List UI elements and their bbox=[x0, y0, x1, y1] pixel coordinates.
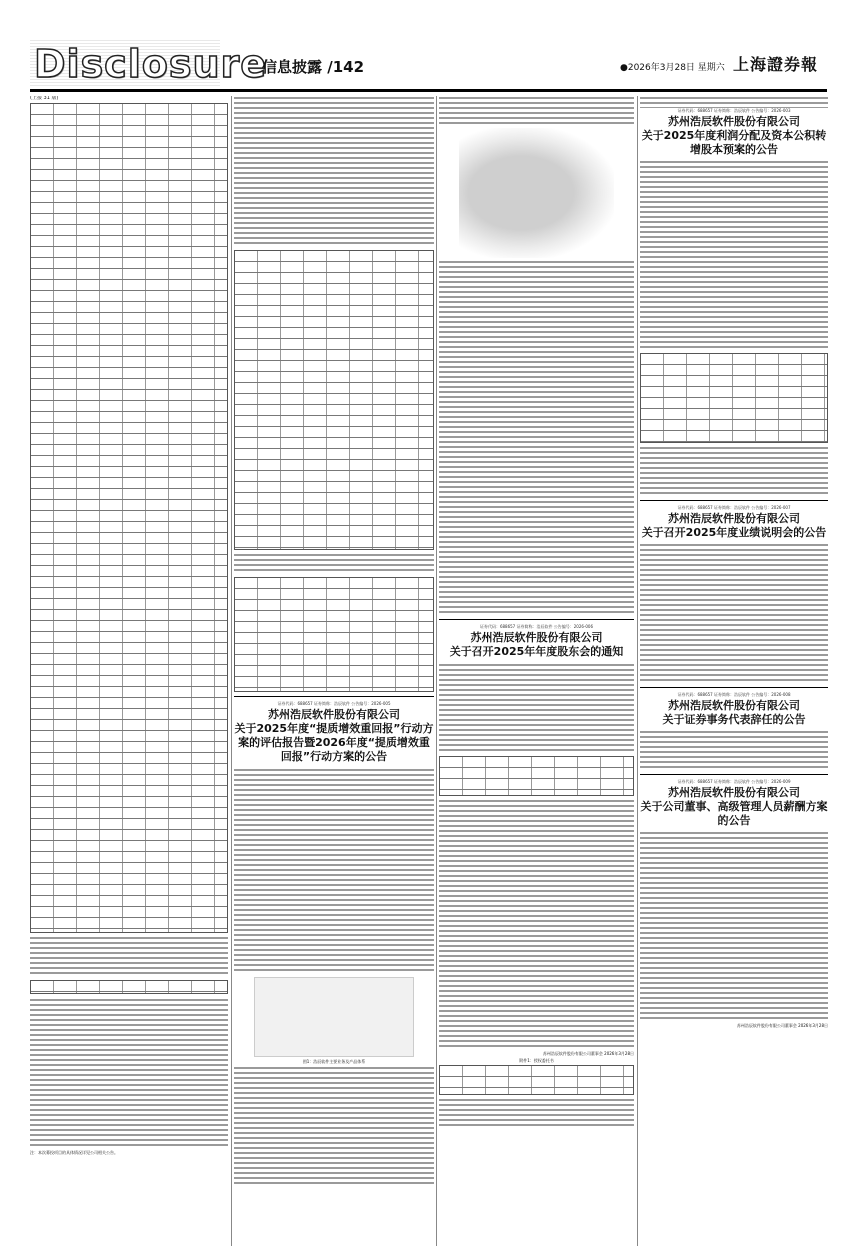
body-text bbox=[30, 998, 228, 1148]
body-text bbox=[640, 831, 828, 1021]
body-text bbox=[439, 799, 634, 1049]
body-text bbox=[439, 1098, 634, 1128]
proposals-table bbox=[439, 756, 634, 796]
proxy-table bbox=[439, 1065, 634, 1095]
table-continued-label: (上接 31 版) bbox=[30, 96, 59, 101]
notice-title: 关于证券事务代表辞任的公告 bbox=[662, 713, 806, 726]
column-rule bbox=[231, 96, 232, 1246]
notice-code: 证券代码：688657 证券简称：浩辰软件 公告编号：2026-009 bbox=[677, 779, 791, 784]
body-text bbox=[640, 160, 828, 350]
body-text bbox=[234, 768, 434, 973]
notice-code: 证券代码：688657 证券简称：浩辰软件 公告编号：2026-008 bbox=[677, 692, 791, 697]
table-notes bbox=[30, 936, 228, 976]
notice-company: 苏州浩辰软件股份有限公司 bbox=[268, 708, 400, 721]
body-text bbox=[439, 663, 634, 753]
notice-title: 关于召开2025年年度股东会的通知 bbox=[449, 645, 624, 658]
notice-company: 苏州浩辰软件股份有限公司 bbox=[668, 115, 800, 128]
divider bbox=[640, 774, 828, 775]
issue-date: ●2026年3月28日 星期六 bbox=[620, 63, 725, 73]
fundraising-table bbox=[234, 250, 434, 550]
body-text bbox=[640, 730, 828, 770]
fund-usage-table bbox=[30, 103, 228, 933]
divider bbox=[640, 500, 828, 501]
notice-company: 苏州浩辰软件股份有限公司 bbox=[668, 512, 800, 525]
body-text bbox=[234, 1066, 434, 1186]
dividend-table bbox=[640, 353, 828, 443]
sales-network-map bbox=[459, 128, 614, 258]
signature: 苏州浩辰软件股份有限公司董事会 2026年3月28日 bbox=[542, 1051, 634, 1056]
notice-title: 关于召开2025年度业绩说明会的公告 bbox=[641, 526, 827, 539]
figure-caption: 图1：浩辰软件主要业务及产品体系 bbox=[302, 1059, 366, 1064]
column-rule bbox=[436, 96, 437, 1246]
section-title: 信息披露 /142 bbox=[262, 58, 365, 76]
business-product-figure bbox=[254, 977, 414, 1057]
divider bbox=[234, 696, 434, 697]
notice-code: 证券代码：688657 证券简称：浩辰软件 公告编号：2026-003 bbox=[677, 108, 791, 113]
notice-code: 证券代码：688657 证券简称：浩辰软件 公告编号：2026-005 bbox=[277, 701, 391, 706]
column-left-table bbox=[30, 96, 228, 1246]
notice-block-003 bbox=[640, 108, 828, 157]
column-three bbox=[439, 96, 634, 1246]
notice-title: 关于公司董事、高级管理人员薪酬方案的公告 bbox=[640, 800, 828, 827]
signature: 苏州浩辰软件股份有限公司董事会 2026年3月28日 bbox=[736, 1023, 828, 1028]
attachment-title: 附件1：授权委托书 bbox=[519, 1058, 554, 1063]
notice-code: 证券代码：688657 证券简称：浩辰软件 公告编号：2026-007 bbox=[677, 505, 791, 510]
notice-title: 关于2025年度“提质增效重回报”行动方案的评估报告暨2026年度“提质增效重回报”行动方案的公告 bbox=[234, 722, 434, 763]
newspaper-name: 上海證券報 bbox=[733, 55, 819, 74]
notice-block-008 bbox=[640, 692, 828, 727]
notice-title: 关于2025年度利润分配及资本公积转增股本预案的公告 bbox=[641, 129, 827, 156]
column-rule bbox=[637, 96, 638, 1246]
divider bbox=[439, 619, 634, 620]
notice-company: 苏州浩辰软件股份有限公司 bbox=[668, 786, 800, 799]
notice-company: 苏州浩辰软件股份有限公司 bbox=[470, 631, 603, 644]
table-notes bbox=[234, 553, 434, 573]
column-two bbox=[234, 96, 434, 1246]
divider bbox=[640, 687, 828, 688]
investment-table bbox=[234, 577, 434, 692]
body-text bbox=[439, 96, 634, 126]
notice-block-006 bbox=[439, 624, 634, 659]
notice-code: 证券代码：688657 证券简称：浩辰软件 公告编号：2026-006 bbox=[479, 624, 594, 629]
table-footnote: 注：本次募投项目的具体情况详见公司相关公告。 bbox=[30, 1150, 118, 1155]
body-text bbox=[640, 96, 828, 108]
body-text bbox=[234, 96, 434, 246]
masthead bbox=[30, 40, 827, 92]
body-text bbox=[640, 543, 828, 683]
notice-block-009 bbox=[640, 779, 828, 828]
notice-block-005 bbox=[234, 701, 434, 764]
body-text bbox=[640, 446, 828, 496]
notice-company: 苏州浩辰软件股份有限公司 bbox=[668, 699, 800, 712]
summary-table bbox=[30, 980, 228, 994]
notice-block-007 bbox=[640, 505, 828, 540]
column-four bbox=[640, 96, 828, 1246]
body-text bbox=[439, 260, 634, 615]
disclosure-logo: Disclosure bbox=[34, 42, 268, 86]
